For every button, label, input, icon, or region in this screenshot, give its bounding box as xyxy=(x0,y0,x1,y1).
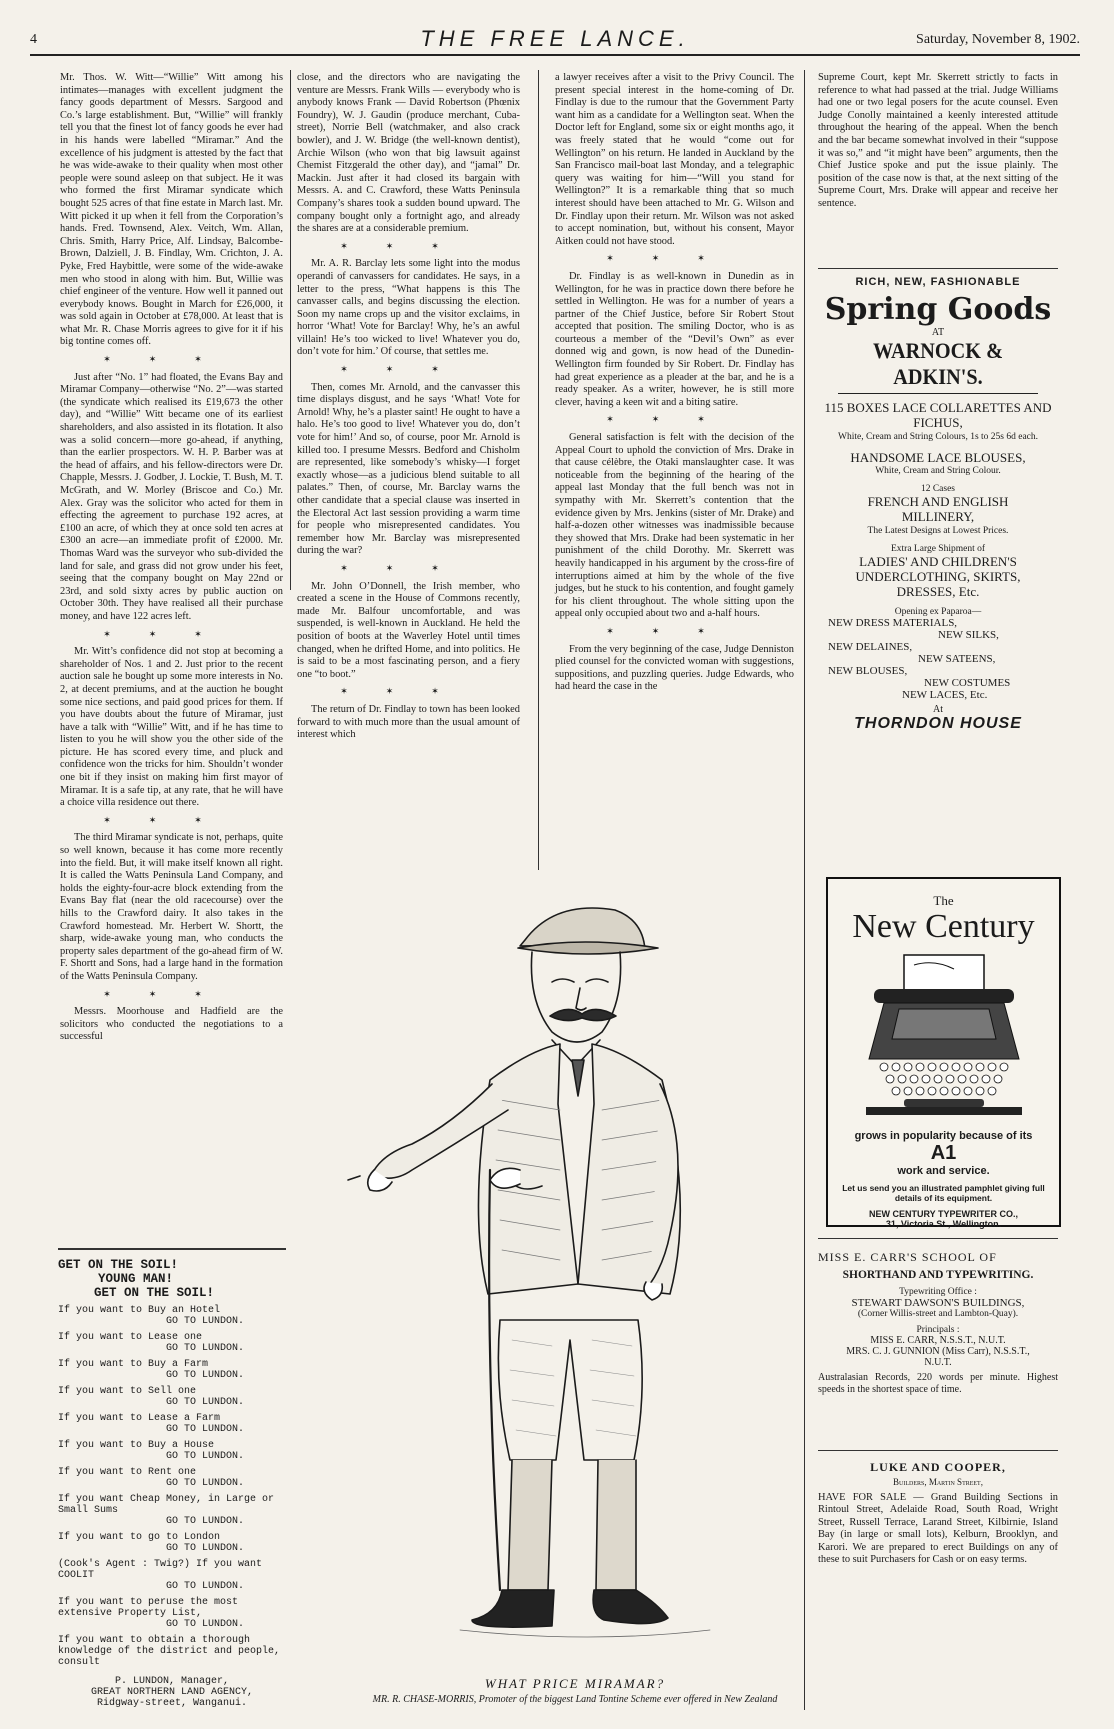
ad-line: Let us send you an illustrated pamphlet giving full details of its equipment. xyxy=(842,1183,1045,1203)
ad-list-item: NEW SATEENS, xyxy=(918,653,996,665)
column-2 xyxy=(297,72,520,746)
ad-list-item: NEW LACES, Etc. xyxy=(902,689,988,701)
illustration-caption: WHAT PRICE MIRAMAR? xyxy=(484,1676,666,1691)
paragraph: From the very beginning of the case, Judge Denniston plied counsel for the convicted woman with suggestions, suppositions, and puzzling queries. Judge Edwards, who had heard the case in the xyxy=(555,643,794,693)
ad-at: At xyxy=(933,704,943,715)
separator: ✶✶✶ xyxy=(340,240,477,251)
ad-answer: GO TO LUNDON. xyxy=(166,1370,245,1381)
paragraph: General satisfaction is felt with the decision of the Appeal Court to uphold the conviction of Mrs. Drake in that cause célèbre, the Otaki manslaughter case. It was noticeable from the beginning of the hearing of the appeal last Monday that the full bench was not in sympathy with Mr. Skerrett’s contention that the evidence given by Mrs. Jenkins (sister of Mr. Drake) and half-a-dozen other witnesses was inadmissible because they showed that Mrs. Drake had been systematic in her punishment of the child Dorothy. Mr. Skerrett was heavily handicapped in his argument by the cross-fire of interruptions aimed at him by the whole of the five judges, but he stuck to his contention, and fought gamely for his client throughout. The whole sitting upon the appeal only occupied about two and a-half hours. xyxy=(555,432,794,620)
ad-line: work and service. xyxy=(897,1165,990,1177)
ad-line: grows in popularity because of its xyxy=(854,1130,1033,1142)
ad-answer: GO TO LUNDON. xyxy=(166,1619,245,1630)
paragraph: Then, comes Mr. Arnold, and the canvasser this time displays disgust, and he says ‘What! Vote for Arnold! Why, he’s a plaster saint! He ought to have a halo. He’s too good to live! Whatever you do, don’t vote for him!’ And so, of course, poor Mr. Arnold is killed too. I presume Messrs. Bedford and Chisholm are represented, like somebody’s whisky—I forget exactly whose—as a judicious blend suitable to all palates.” Then, of course, Mr. Barclay warns the other candidate that a special clause was inserted in the Electoral Act last session providing a warm time for people who misrepresented candidates. You remember how Mr. Barclay was misrepresented during the war? xyxy=(297,381,520,557)
ad-query: If you want to obtain a thorough knowledge of the district and people, consult xyxy=(58,1635,281,1668)
ad-heading: MISS E. CARR'S SCHOOL OF xyxy=(818,1250,997,1264)
ad-at: AT xyxy=(931,327,945,338)
paragraph: Mr. Witt’s confidence did not stop at becoming a shareholder of Nos. 1 and 2. Just prior to the recent auction sale he bought up some more interests in No. 2, at decent premiums, and at the auction he bought some nice sections, and paid good prices for them. If you have doubts about the future of Miramar, just have a talk with “Willie” Witt, and if he has time to listen to you he will show you the other side of the picture. He has scored every time, and pluck and confidence won the tricks for him. Shouldn’t wonder one bit if they insist on making him first mayor of Miramar. It is a safe tip, at any rate, that he will have a choice villa residence out there. xyxy=(60,646,283,809)
new-century-ad xyxy=(826,877,1061,1227)
illustration-subcaption: MR. R. CHASE-MORRIS, Promoter of the biggest Land Tontine Scheme ever offered in New Zealand xyxy=(372,1694,778,1705)
ad-answer: GO TO LUNDON. xyxy=(166,1316,245,1327)
ad-line: MISS E. CARR, N.S.S.T., N.U.T. xyxy=(870,1335,1006,1346)
ad-sub: Builders, Martin Street, xyxy=(893,1477,983,1487)
separator: ✶✶✶ xyxy=(103,988,240,999)
luke-cooper-ad xyxy=(818,1460,1058,1566)
paragraph: Supreme Court, kept Mr. Skerrett strictly to facts in reference to what had passed at the trial. Judge Williams had one or two legal posers for the acute counsel. Even Judge Conolly maintained a keenly interested attitude throughout the hearing of the appeal. When the bench and the bar became somewhat involved in their “suppose it was so,” and “it might have been” arguments, then the Chief Justice spoke and put the issue plainly. The position of the case now is that, at the next sitting of the Supreme Court, Mrs. Drake will appear and receive her sentence. xyxy=(818,72,1058,209)
column-3 xyxy=(555,72,794,698)
ad-query: If you want to Rent one xyxy=(58,1467,197,1478)
ad-line: Typewriting Office : xyxy=(899,1287,977,1297)
separator: ✶✶✶ xyxy=(103,628,240,639)
ad-company: NEW CENTURY TYPEWRITER CO., xyxy=(868,1209,1018,1219)
ad-title: LUKE AND COOPER, xyxy=(870,1460,1006,1474)
separator: ✶✶✶ xyxy=(340,686,477,697)
ad-line: HANDSOME LACE BLOUSES, xyxy=(850,450,1026,465)
ad-text: HAVE FOR SALE — Grand Building Sections in Rintoul Street, Adelaide Road, South Road, Wright Street, Russell Terrace, Larand Street, Kilbirnie, Island Bay (in large or small lots), Kelburn, Brooklyn, and Karori. We are prepared to erect Buildings on any of these to suit Purchasers for Cash or on easy terms. xyxy=(818,1492,1058,1566)
ad-list-item: NEW DELAINES, xyxy=(828,641,913,653)
ad-query: If you want to Buy a Farm xyxy=(58,1359,209,1370)
paragraph: Mr. John O’Donnell, the Irish member, who created a scene in the House of Commons recently, made Mr. Balfour uncomfortable, and was suspended, is well-known in Auckland. He held the position of boots at the Waverley Hotel until times changed, when he drifted Home, and into politics. He is said to be a most fascinating person, and a fiery one “to boot.” xyxy=(297,580,520,680)
ad-sub: SHORTHAND AND TYPEWRITING. xyxy=(842,1269,1034,1281)
ad-line: (Corner Willis-street and Lambton-Quay). xyxy=(857,1309,1019,1319)
carr-school-ad xyxy=(818,1250,1058,1395)
paragraph: Mr. A. R. Barclay lets some light into the modus operandi of canvassers for candidates. He says, in a letter to the press, “What happens is this The canvasser calls, and begins discussing the election. Soon my name crops up and the visitor exclaims, in horror ‘What! Vote for Barclay! Why, he’s an awful villain! He’s too wicked to live! Whatever you do, don’t vote for him.’ Of course, that settles me. xyxy=(297,258,520,358)
separator: ✶✶✶ xyxy=(340,364,477,375)
paragraph: The third Miramar syndicate is not, perhaps, quite so well known, because it has come more recently into the field. But, it will make itself known all right. It is called the Watts Peninsula Land Company, and holds the eighty-four-acre block extending from the Evans Bay flat (near the old racecourse) over the hills to the Crawford dairy. It also takes in the Crawford homestead. Mr. Herbert W. Shortt, the sharp, wide-awake young man, who conducts the property sales department of the go-ahead firm of W. F. Shortt and Sons, had a large hand in the formation of the Watts Peninsula Company. xyxy=(60,832,283,982)
warnock-ad xyxy=(818,276,1058,733)
ad-line-sub: Opening ex Paparoa— xyxy=(894,607,982,617)
paragraph: a lawyer receives after a visit to the Privy Council. The present special interest in the home-coming of Dr. Findlay is due to the rumour that the Government Party want him as a candidate for a Wellington seat. When the Doctor left for England, some six or eight months ago, it was freely stated that he would “come out for Wellington” on his return. He landed in Auckland by the San Francisco mail-boat last Monday, and a telegraphic query was waiting for him—“Will you stand for Wellington?” It is a remarkable thing that so much interest should have been attached to Mr. G. Wilson and Dr. Findlay upon their return. Mr. Wilson was not asked to accept nomination, but, without his consent, Mayor Aitken could not have stood. xyxy=(555,72,794,247)
ad-answer: GO TO LUNDON. xyxy=(166,1424,245,1435)
ad-answer: GO TO LUNDON. xyxy=(166,1343,245,1354)
ad-query: If you want to Lease a Farm xyxy=(58,1413,221,1424)
issue-date: Saturday, November 8, 1902. xyxy=(916,32,1080,47)
ad-list-item: NEW BLOUSES, xyxy=(828,665,908,677)
ad-line: 115 BOXES LACE COLLARETTES AND FICHUS, xyxy=(824,400,1052,430)
separator: ✶✶✶ xyxy=(103,354,240,365)
ad-line: Principals : xyxy=(916,1325,960,1335)
ad-query: If you want to Buy an Hotel xyxy=(58,1305,221,1316)
ad-answer: GO TO LUNDON. xyxy=(166,1543,245,1554)
ad-line: Australasian Records, 220 words per minute. Highest speeds in the shortest space of time. xyxy=(818,1372,1058,1395)
ad-shop-name: WARNOCK & ADKIN'S. xyxy=(873,338,1003,389)
separator: ✶✶✶ xyxy=(340,562,477,573)
ad-answer: GO TO LUNDON. xyxy=(166,1397,245,1408)
ad-query: If you want to Sell one xyxy=(58,1386,197,1397)
column-4-text xyxy=(818,72,1058,215)
ad-heading: GET ON THE SOIL! xyxy=(94,1286,215,1300)
ad-heading: GET ON THE SOIL! xyxy=(58,1258,179,1272)
thorndon-house: THORNDON HOUSE xyxy=(854,715,1022,732)
paragraph: Just after “No. 1” had floated, the Evans Bay and Miramar Company—otherwise “No. 2”—was started (the syndicate which realised its £19,673 the other day), and “Willie” Witt became one of its earliest shareholders, and also assisted in its flotation. It also was a solid concern—more go-ahead, if anything, than the earlier prospectors. W. H. P. Barber was at the head of affairs, and his fellow-directors were Dr. Chapple, Messrs. J. Godber, J. Lockie, T. Bush, M. T. McGrath, and W. Morley (Briscoe and Co.) Mr. Alex. Gray was the solicitor who acted for them in effecting the agreement to purchase 192 acres, at £100 an acre, of which they at once sold ten acres at £300 an acre—an immediate profit of £2000. Mr. Thomas Ward was the surveyor who sub-divided the land for sale, and grass did not grow under his feet, seeing that the company bought on May 22nd or 23rd, and sold sixty acres by public auction on October 30th. They have realised all their purchase money, and have 122 acres left. xyxy=(60,371,283,622)
ad-query: If you want to peruse the most extensive Property List, xyxy=(58,1597,239,1619)
ad-list-item: NEW COSTUMES xyxy=(924,677,1011,689)
ad-line: STEWART DAWSON'S BUILDINGS, xyxy=(851,1297,1025,1309)
ad-headline: Spring Goods xyxy=(824,292,1052,327)
separator: ✶✶✶ xyxy=(606,253,743,264)
ad-query: If you want Cheap Money, in Large or Small Sums xyxy=(58,1494,275,1516)
lundon-ad xyxy=(58,1258,286,1709)
ad-answer: GO TO LUNDON. xyxy=(166,1581,245,1592)
ad-the: The xyxy=(933,893,954,908)
ad-answer: GO TO LUNDON. xyxy=(166,1478,245,1489)
ad-line: LADIES' AND CHILDREN'S UNDERCLOTHING, SKIRTS, DRESSES, Etc. xyxy=(855,554,1021,599)
ad-agent: P. LUNDON, Manager, xyxy=(114,1676,230,1687)
ad-list-item: NEW SILKS, xyxy=(938,629,999,641)
ad-line-sub: 12 Cases xyxy=(920,484,956,494)
ad-query: (Cook's Agent : Twig?) If you want COOLIT xyxy=(58,1559,263,1581)
ad-line: FRENCH AND ENGLISH MILLINERY, xyxy=(867,494,1009,524)
ad-query: If you want to go to London xyxy=(58,1532,221,1543)
ad-list-item: NEW DRESS MATERIALS, xyxy=(828,617,958,629)
masthead: THE FREE LANCE. xyxy=(420,26,690,51)
paragraph: Messrs. Moorhouse and Hadfield are the solicitors who conducted the negotiations to a successful xyxy=(60,1006,283,1043)
separator: ✶✶✶ xyxy=(606,414,743,425)
ad-a1: A1 xyxy=(930,1142,957,1164)
paragraph: The return of Dr. Findlay to town has been looked forward to with much more than the usual amount of interest which xyxy=(297,703,520,741)
ad-title: New Century xyxy=(852,908,1035,945)
ad-query: If you want to Buy a House xyxy=(58,1440,215,1451)
paragraph: Dr. Findlay is as well-known in Dunedin as in Wellington, for he was in practice down there before he settled in Wellington. He was for a number of years a partner of the Chief Justice, before Sir Robert Stout accepted that position. The smiling Doctor, who is as courteous a member of the “Devil’s Own” as ever donned wig and gown, is now head of the Dunedin-Wellington firm founded by Sir Robert. Dr. Findlay has had great experience as a pleader at the bar, and he is a ready speaker. As a writer, however, he is still more clever, having a keen wit and a biting satire. xyxy=(555,270,794,408)
ad-line: MRS. C. J. GUNNION (Miss Carr), N.S.S.T., N.U.T. xyxy=(846,1346,1030,1368)
ad-line-sub: White, Cream and String Colour. xyxy=(875,466,1001,476)
page-header xyxy=(30,26,1080,56)
typewriter-illustration xyxy=(844,949,1044,1119)
page-number: 4 xyxy=(30,32,37,47)
column-1 xyxy=(60,72,283,1048)
separator: ✶✶✶ xyxy=(103,814,240,825)
ad-agent: GREAT NORTHERN LAND AGENCY, xyxy=(90,1687,254,1698)
ad-answer: GO TO LUNDON. xyxy=(166,1516,245,1527)
ad-top-line: RICH, NEW, FASHIONABLE xyxy=(855,276,1021,288)
ad-query: If you want to Lease one xyxy=(58,1332,203,1343)
ad-line-sub: Extra Large Shipment of xyxy=(890,544,985,554)
ad-line-sub: White, Cream and String Colours, 1s to 25s 6d each. xyxy=(838,432,1038,442)
ad-address: 31, Victoria St., Wellington. xyxy=(885,1219,1002,1229)
paragraph: Mr. Thos. W. Witt—“Willie” Witt among his intimates—manages with excellent judgment the fancy goods department of Messrs. Sargood and Co.’s large establishment. But, “Willie” will frankly tell you that the finest lot of fancy goods he ever had in his hands were labelled “Miramar.” And the excellence of his judgment is attested by the fact that he was wide-awake to their quality when most other people were sound asleep on that subject. He it was who formed the first Miramar syndicate which bought 525 acres of that fine estate in March last. Mr. Witt picked it up when it fell from the Corporation’s hands. Fred. Townsend, Alex. Veitch, Wm. Allan, Chris. Smith, Harry Price, Alf. Lindsay, Balcombe-Brown, Dalziell, J. B. Findlay, Wm. Crichton, J. A. Pyke, Fred Haybittle, were some of the wide-awake men who stood in along with him. But, Willie was chief engineer of the venture. How well it panned out everybody knows. Bought in March for £26,000, it was sold again in October at £78,000. At least that is what Mr. R. Chase Morris agrees to give for it if his big tontine comes off. xyxy=(60,72,283,348)
separator: ✶✶✶ xyxy=(606,625,743,636)
ad-heading: YOUNG MAN! xyxy=(98,1272,174,1286)
ad-agent: Ridgway-street, Wanganui. xyxy=(96,1698,248,1709)
paragraph: close, and the directors who are navigating the venture are Messrs. Frank Wills — everybody who is anybody knows Frank — David Robertson (Phœnix Foundry), W. J. Gaudin (produce merchant, Cuba-street), Norrie Bell (watchmaker, and also crack bowler), and J. W. Bridge (the well-known dentist), Archie Wilson (who won that big lawsuit against Chemist Fitzgerald the other day), and “jamal” Dr. Mackin. Just after it had closed its bargain with Messrs. A. and C. Crawford, these Watts Peninsula Company’s shares took a sudden bound upward. The company bought only a fortnight ago, and already the shares are at a considerable premium. xyxy=(297,72,520,235)
ad-line-sub: The Latest Designs at Lowest Prices. xyxy=(867,526,1009,536)
portrait-illustration xyxy=(340,870,810,1660)
ad-answer: GO TO LUNDON. xyxy=(166,1451,245,1462)
